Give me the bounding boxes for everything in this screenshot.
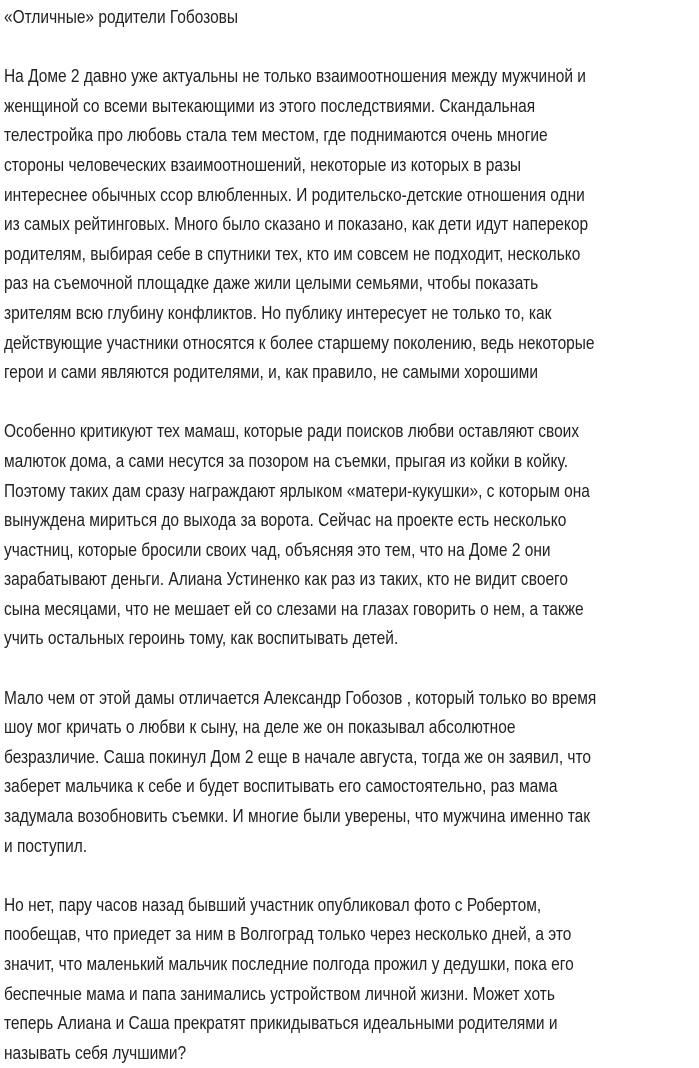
paragraph-line: женщиной со всеми вытекающими из этого последствиями. Скандальная — [4, 95, 536, 116]
paragraph-line: Поэтому таких дам сразу награждают ярлыком «матери-кукушки», с которым она — [4, 480, 590, 501]
paragraph-1 — [4, 62, 699, 388]
paragraph-line: учить остальных героинь тому, как воспитывать детей. — [4, 628, 399, 649]
paragraph-line: из самых рейтинговых. Много было сказано и показано, как дети идут наперекор — [4, 214, 589, 235]
paragraph-line: зрителям всю глубину конфликтов. Но публику интересует не только то, как — [4, 302, 552, 323]
paragraph-line: телестройка про любовь стала тем местом, где поднимаются очень многие — [4, 125, 548, 146]
paragraph-line: Мало чем от этой дамы отличается Александр Гобозов , который только во время — [4, 687, 597, 708]
paragraph-line: интереснее обычных ссор влюбленных. И родительско-детские отношения одни — [4, 184, 585, 205]
paragraph-line: стороны человеческих взаимоотношений, некоторые из которых в разы — [4, 154, 522, 175]
paragraph-line: герои и сами являются родителями, и, как правило, не самыми хорошими — [4, 362, 538, 383]
paragraph-3 — [4, 684, 699, 862]
paragraph-line: значит, что маленький мальчик последние полгода прожил у дедушки, пока его — [4, 954, 574, 974]
paragraph-line: малюток дома, а сами несутся за позором на съемки, прыгая из койки в койку. — [4, 450, 568, 471]
paragraph-line: вынуждена мириться до выхода за ворота. Сейчас на проекте есть несколько — [4, 510, 567, 531]
paragraph-line: безразличие. Саша покинул Дом 2 еще в начале августа, тогда же он заявил, что — [4, 746, 592, 767]
paragraph-line: пообещав, что приедет за ним в Волгоград только через несколько дней, а это — [4, 924, 572, 945]
paragraph-line: Но нет, пару часов назад бывший участник опубликовал фото с Робертом, — [4, 894, 542, 915]
article-title: «Отличные» родители Гобозовы — [4, 7, 239, 27]
paragraph-line: и поступил. — [4, 835, 88, 856]
paragraph-line: зарабатывают деньги. Алиана Устиненко как раз из таких, кто не видит своего — [4, 569, 568, 590]
paragraph-line: теперь Алиана и Саша прекратят прикидываться идеальными родителями и — [4, 1013, 558, 1034]
paragraph-line: задумала возобновить съемки. И многие были уверены, что мужчина именно так — [4, 806, 591, 827]
paragraph-line: сына месяцами, что не мешает ей со слезами на глазах говорить о нем, а также — [4, 598, 584, 619]
paragraph-line: родителям, выбирая себе в спутники тех, кто им совсем не подходит, несколько — [4, 243, 581, 264]
paragraph-line: заберет мальчика к себе и будет воспитывать его самостоятельно, раз мама — [4, 776, 558, 797]
paragraph-4 — [4, 891, 699, 1068]
paragraph-line: На Доме 2 давно уже актуальны не только взаимоотношения между мужчиной и — [4, 66, 586, 87]
paragraph-line: беспечные мама и папа занимались устройством личной жизни. Может хоть — [4, 983, 555, 1004]
paragraph-line: участниц, которые бросили своих чад, объясняя это тем, что на Доме 2 они — [4, 539, 551, 560]
paragraph-line: называть себя лучшими? — [4, 1042, 187, 1063]
paragraph-line: шоу мог кричать о любви к сыну, на деле же он показывал абсолютное — [4, 717, 516, 738]
paragraph-2 — [4, 417, 699, 654]
paragraph-line: действующие участники относятся к более старшему поколению, ведь некоторые — [4, 332, 595, 353]
paragraph-line: раз на съемочной площадке даже жили целыми семьями, чтобы показать — [4, 273, 539, 294]
paragraph-line: Особенно критикуют тех мамаш, которые ради поисков любви оставляют своих — [4, 421, 580, 442]
